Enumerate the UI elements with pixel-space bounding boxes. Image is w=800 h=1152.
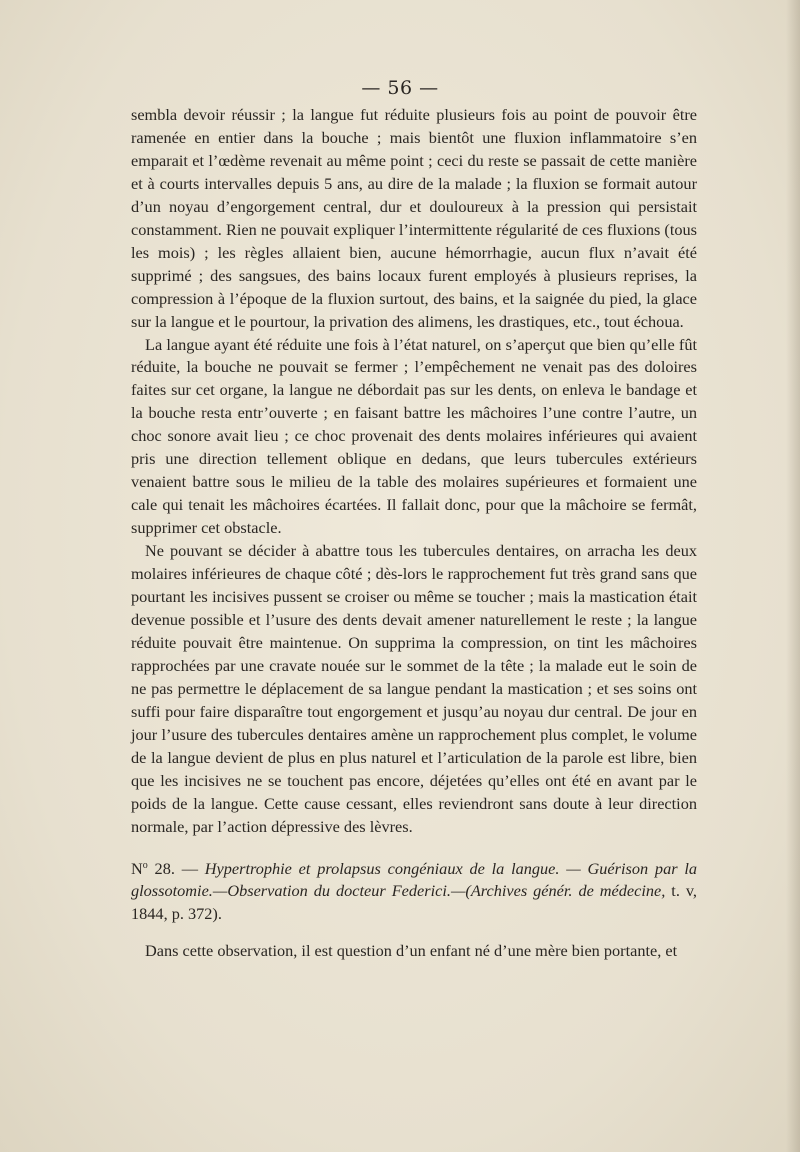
observation-title: Hypertrophie et prolapsus congéniaux de la langue. — Guérison par la glossotomie.—Observation du docteur Federici.—(Archives génér. de médecine, bbox=[131, 858, 697, 901]
body-text bbox=[131, 104, 697, 963]
observation-number: 28. — bbox=[147, 858, 205, 878]
paragraph-1: sembla devoir réussir ; la langue fut réduite plusieurs fois au point de pouvoir être ramenée en entier dans la bouche ; mais bientôt une fluxion inflammatoire s’en emparait et l’œdème revenait au même point ; ceci du reste se passait de cette manière et à courts intervalles depuis 5 ans, au dire de la malade ; la fluxion se formait autour d’un noyau d’engorgement central, dur et douloureux à la pression qui persistait constamment. Rien ne pouvait expliquer l’intermittente régularité de ces fluxions (tous les mois) ; les règles allaient bien, aucune hémorrhagie, aucun flux n’avait été supprimé ; des sangsues, des bains locaux furent employés à plusieurs reprises, la compression à l’époque de la fluxion surtout, des bains, et la saignée du pied, la glace sur la langue et le pourtour, la privation des alimens, les drastiques, etc., tout échoua. bbox=[131, 105, 697, 331]
page-number: — 56 — bbox=[361, 77, 439, 99]
observation-number-sup: o bbox=[142, 859, 148, 871]
paragraph-2: La langue ayant été réduite une fois à l’état naturel, on s’aperçut que bien qu’elle fût réduite, la bouche ne pouvait se fermer ; l’empêchement ne venait pas des doloires faites sur cet organe, la langue ne débordait pas sur les dents, on enleva le bandage et la bouche resta entr’ouverte ; en faisant battre les mâchoires l’une contre l’autre, un choc sonore avait lieu ; ce choc provenait des dents molaires inférieures qui avaient pris une direction tellement oblique en dedans, que leurs tubercules extérieurs venaient battre sous le milieu de la table des molaires supérieures et formaient une cale qui tenait les mâchoires écartées. Il fallait donc, pour que la mâchoire se fermât, supprimer cet obstacle. bbox=[131, 334, 697, 538]
page-edge-shadow bbox=[786, 0, 800, 1152]
observation-heading bbox=[131, 855, 697, 927]
paragraph-3: Ne pouvant se décider à abattre tous les tubercules dentaires, on arracha les deux molaires inférieures de chaque côté ; dès-lors le rapprochement fut très grand sans que pourtant les incisives pussent se croiser ou même se toucher ; mais la mastication était devenue possible et l’usure des dents devait amener naturellement le reste ; la langue réduite pouvait être maintenue. On supprima la compression, on tint les mâchoires rapprochées par une cravate nouée sur le sommet de la tête ; la malade eut le soin de ne pas permettre le déplacement de sa langue pendant la mastication ; et ses soins ont suffi pour faire disparaître tout engorgement et jusqu’au noyau dur central. De jour en jour l’usure des tubercules dentaires amène un rapprochement plus complet, le volume de la langue devient de plus en plus naturel et l’articulation de la parole est libre, bien que les incisives ne se touchent pas encore, déjetées qu’elles ont été en avant par le poids de la langue. Cette cause cessant, elles reviendront sans doute à leur direction normale, par l’action dépressive des lèvres. bbox=[131, 541, 697, 836]
observation-number-prefix: N bbox=[131, 858, 143, 878]
last-paragraph: Dans cette observation, il est question d’un enfant né d’une mère bien portante, et bbox=[145, 941, 678, 961]
observation-citation: t. v, 1844, p. 372). bbox=[131, 881, 697, 924]
